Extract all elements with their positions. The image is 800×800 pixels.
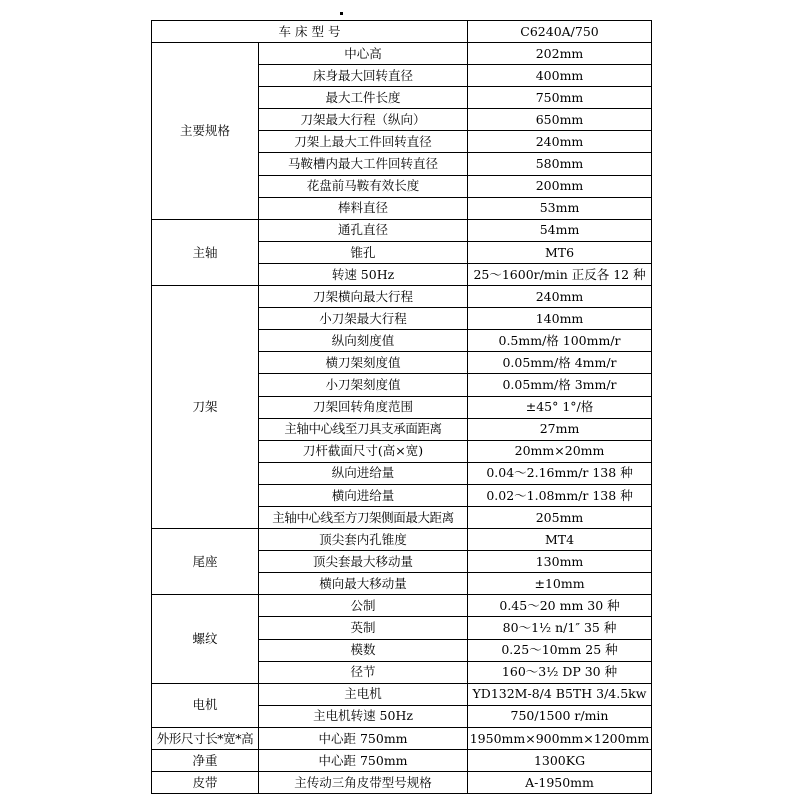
item-cell: 刀架最大行程（纵向） [259, 109, 468, 131]
item-cell: 刀架上最大工件回转直径 [259, 131, 468, 153]
item-cell: 刀杆截面尺寸(高×宽) [259, 440, 468, 462]
category-cell: 主轴 [152, 219, 259, 285]
header-label: 车 床 型 号 [152, 21, 468, 43]
spec-row [152, 43, 652, 65]
category-cell: 外形尺寸长*宽*高 [152, 727, 259, 749]
value-cell: 54mm [468, 219, 652, 241]
value-cell: 25～1600r/min 正反各 12 种 [468, 263, 652, 285]
item-cell: 纵向进给量 [259, 462, 468, 484]
category-cell: 刀架 [152, 286, 259, 529]
value-cell: 240mm [468, 286, 652, 308]
item-cell: 主轴中心线至方刀架侧面最大距离 [259, 506, 468, 528]
value-cell: 750mm [468, 87, 652, 109]
item-cell: 英制 [259, 617, 468, 639]
value-cell: 580mm [468, 153, 652, 175]
value-cell: 1300KG [468, 750, 652, 772]
value-cell: 140mm [468, 308, 652, 330]
header-row [152, 21, 652, 43]
item-cell: 主电机 [259, 683, 468, 705]
category-cell: 尾座 [152, 529, 259, 595]
value-cell: MT4 [468, 529, 652, 551]
category-cell: 主要规格 [152, 43, 259, 220]
category-cell: 皮带 [152, 772, 259, 794]
item-cell: 通孔直径 [259, 219, 468, 241]
value-cell: 160～3½ DP 30 种 [468, 661, 652, 683]
item-cell: 床身最大回转直径 [259, 65, 468, 87]
value-cell: 20mm×20mm [468, 440, 652, 462]
item-cell: 模数 [259, 639, 468, 661]
spec-row [152, 529, 652, 551]
item-cell: 刀架回转角度范围 [259, 396, 468, 418]
value-cell: MT6 [468, 241, 652, 263]
value-cell: ±45° 1°/格 [468, 396, 652, 418]
item-cell: 公制 [259, 595, 468, 617]
item-cell: 横向进给量 [259, 484, 468, 506]
spec-row [152, 595, 652, 617]
value-cell: A-1950mm [468, 772, 652, 794]
item-cell: 主电机转速 50Hz [259, 705, 468, 727]
value-cell: 200mm [468, 175, 652, 197]
value-cell: 0.5mm/格 100mm/r [468, 330, 652, 352]
category-cell: 螺纹 [152, 595, 259, 683]
value-cell: 0.04～2.16mm/r 138 种 [468, 462, 652, 484]
item-cell: 马鞍槽内最大工件回转直径 [259, 153, 468, 175]
item-cell: 小刀架刻度值 [259, 374, 468, 396]
value-cell: 0.05mm/格 3mm/r [468, 374, 652, 396]
value-cell: 240mm [468, 131, 652, 153]
value-cell: 130mm [468, 551, 652, 573]
item-cell: 顶尖套内孔锥度 [259, 529, 468, 551]
value-cell: 80～1½ n/1″ 35 种 [468, 617, 652, 639]
value-cell: 650mm [468, 109, 652, 131]
value-cell: 1950mm×900mm×1200mm [468, 727, 652, 749]
item-cell: 主传动三角皮带型号规格 [259, 772, 468, 794]
item-cell: 中心高 [259, 43, 468, 65]
item-cell: 刀架横向最大行程 [259, 286, 468, 308]
item-cell: 横向最大移动量 [259, 573, 468, 595]
spec-row [152, 219, 652, 241]
value-cell: 750/1500 r/min [468, 705, 652, 727]
spec-row [152, 286, 652, 308]
item-cell: 纵向刻度值 [259, 330, 468, 352]
category-cell: 净重 [152, 750, 259, 772]
value-cell: 0.45～20 mm 30 种 [468, 595, 652, 617]
item-cell: 锥孔 [259, 241, 468, 263]
item-cell: 横刀架刻度值 [259, 352, 468, 374]
value-cell: 0.02～1.08mm/r 138 种 [468, 484, 652, 506]
value-cell: ±10mm [468, 573, 652, 595]
stray-dot [340, 12, 343, 15]
spec-row [152, 683, 652, 705]
value-cell: 205mm [468, 506, 652, 528]
value-cell: 53mm [468, 197, 652, 219]
value-cell: 202mm [468, 43, 652, 65]
header-value: C6240A/750 [468, 21, 652, 43]
item-cell: 小刀架最大行程 [259, 308, 468, 330]
item-cell: 花盘前马鞍有效长度 [259, 175, 468, 197]
value-cell: YD132M-8/4 B5TH 3/4.5kw [468, 683, 652, 705]
spec-row [152, 750, 652, 772]
spec-row [152, 772, 652, 794]
lathe-spec-table [151, 20, 652, 794]
item-cell: 中心距 750mm [259, 727, 468, 749]
item-cell: 主轴中心线至刀具支承面距离 [259, 418, 468, 440]
item-cell: 径节 [259, 661, 468, 683]
value-cell: 0.25～10mm 25 种 [468, 639, 652, 661]
item-cell: 棒料直径 [259, 197, 468, 219]
item-cell: 中心距 750mm [259, 750, 468, 772]
item-cell: 顶尖套最大移动量 [259, 551, 468, 573]
value-cell: 27mm [468, 418, 652, 440]
spec-row [152, 727, 652, 749]
item-cell: 最大工件长度 [259, 87, 468, 109]
item-cell: 转速 50Hz [259, 263, 468, 285]
value-cell: 0.05mm/格 4mm/r [468, 352, 652, 374]
value-cell: 400mm [468, 65, 652, 87]
category-cell: 电机 [152, 683, 259, 727]
